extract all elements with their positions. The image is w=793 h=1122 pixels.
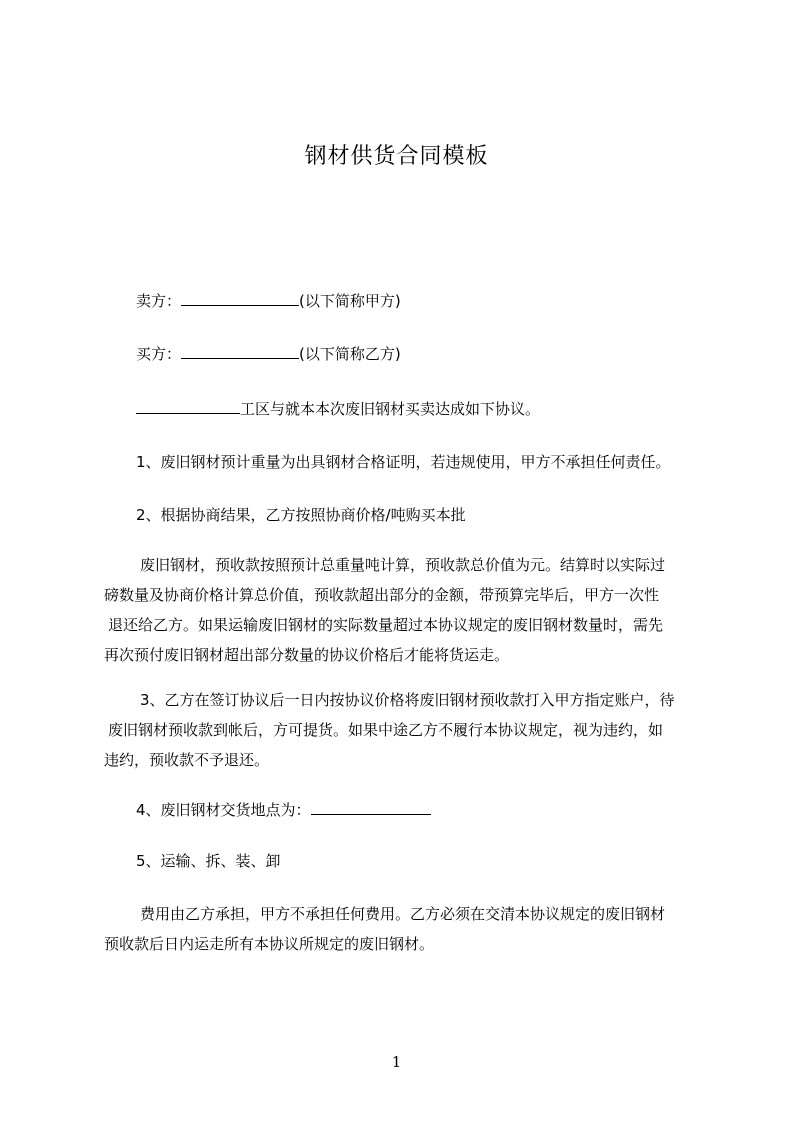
clause-2-detail-line: 废旧钢材，预收款按照预计总重量吨计算，预收款总价值为元。结算时以实际过: [140, 556, 666, 574]
clause-1: 1、废旧钢材预计重量为出具钢材合格证明，若违规使用，甲方不承担任何责任。: [136, 453, 671, 471]
clause-2-detail-line: 磅数量及协商价格计算总价值，预收款超出部分的金额，带预算完毕后，甲方一次性: [104, 586, 660, 604]
seller-label: 卖方：: [136, 292, 182, 310]
clause-5-detail-line: 费用由乙方承担，甲方不承担任何费用。乙方必须在交清本协议规定的废旧钢材: [140, 905, 666, 923]
clause-3-line: 废旧钢材预收款到帐后，方可提货。如果中途乙方不履行本协议规定，视为违约，如: [108, 721, 664, 739]
seller-line: [136, 288, 736, 314]
clause-2-detail: [104, 550, 702, 670]
clause-3: [104, 685, 702, 775]
clause-4: [136, 797, 736, 823]
clause-4-label: 4、废旧钢材交货地点为：: [136, 801, 311, 819]
seller-note: (以下简称甲方): [299, 292, 401, 310]
clause-5-detail-line: 预收款后日内运走所有本协议所规定的废旧钢材。: [104, 935, 435, 953]
intro-line: [136, 396, 736, 422]
buyer-line: [136, 341, 736, 367]
clause-2-detail-line: 再次预付废旧钢材超出部分数量的协议价格后才能将货运走。: [104, 646, 510, 664]
buyer-blank: [181, 344, 299, 359]
intro-blank: [136, 399, 240, 414]
clause-2: 2、根据协商结果，乙方按照协商价格/吨购买本批: [136, 506, 466, 524]
intro-text: 工区与就本本次废旧钢材买卖达成如下协议。: [240, 400, 541, 418]
document-title: 钢材供货合同模板: [304, 144, 489, 169]
buyer-label: 买方：: [136, 345, 182, 363]
clause-2-detail-line: 退还给乙方。如果运输废旧钢材的实际数量超过本协议规定的废旧钢材数量时，需先: [108, 616, 664, 634]
clause-5-detail: [104, 899, 702, 959]
clause-3-line: 3、乙方在签订协议后一日内按协议价格将废旧钢材预收款打入甲方指定账户，待: [140, 691, 675, 709]
seller-blank: [181, 291, 299, 306]
page-number: 1: [391, 1053, 402, 1071]
buyer-note: (以下简称乙方): [299, 345, 401, 363]
clause-4-blank: [311, 800, 431, 815]
clause-5: 5、运输、拆、装、卸: [136, 852, 281, 870]
clause-3-line: 违约，预收款不予退还。: [104, 751, 270, 769]
